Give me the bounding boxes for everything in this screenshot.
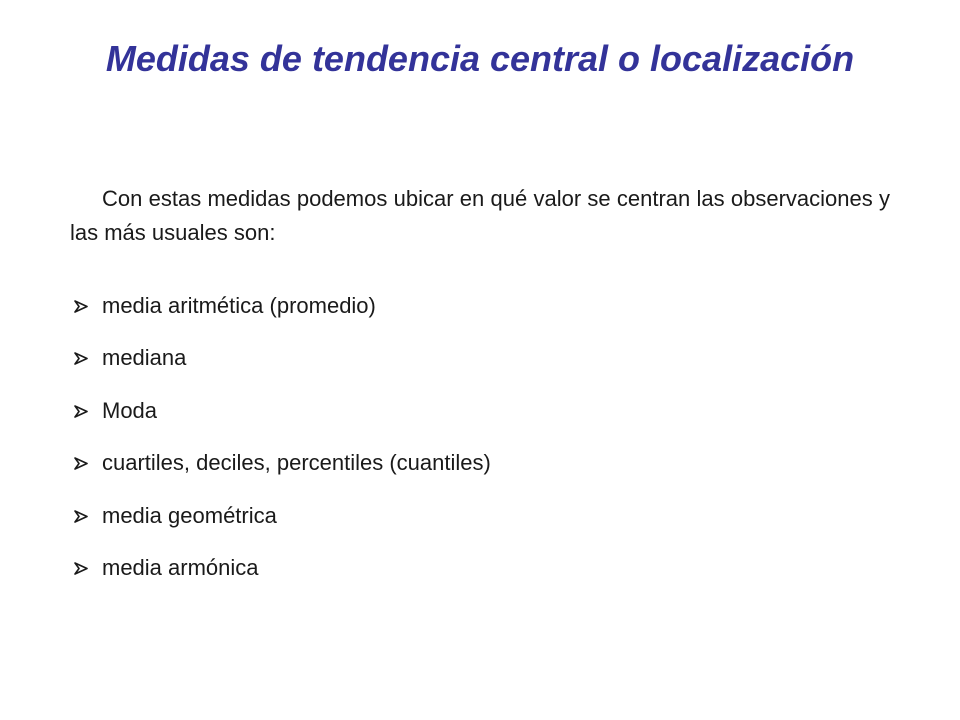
slide-title: Medidas de tendencia central o localización [105,38,855,79]
list-item [74,394,894,446]
arrow-bullet-icon [74,499,88,533]
arrow-bullet-icon [74,341,88,375]
list-item [74,341,894,393]
list-item-label: media geométrica [102,502,277,528]
measures-list [74,289,894,603]
intro-paragraph: Con estas medidas podemos ubicar en qué valor se centran las observaciones y las más usuales son: [70,186,890,245]
list-item-label: media aritmética (promedio) [102,293,376,318]
arrow-bullet-icon [74,394,88,428]
list-item [74,499,894,551]
list-item [74,446,894,498]
list-item-label: cuartiles, deciles, percentiles (cuantiles) [102,450,491,476]
arrow-bullet-icon [74,446,88,480]
list-item-label: media armónica [102,554,259,580]
list-item [74,551,894,603]
arrow-bullet-icon [74,289,88,323]
list-item [74,289,894,341]
list-item-label: Moda [102,397,158,423]
list-item-label: mediana [102,345,187,371]
arrow-bullet-icon [74,551,88,585]
